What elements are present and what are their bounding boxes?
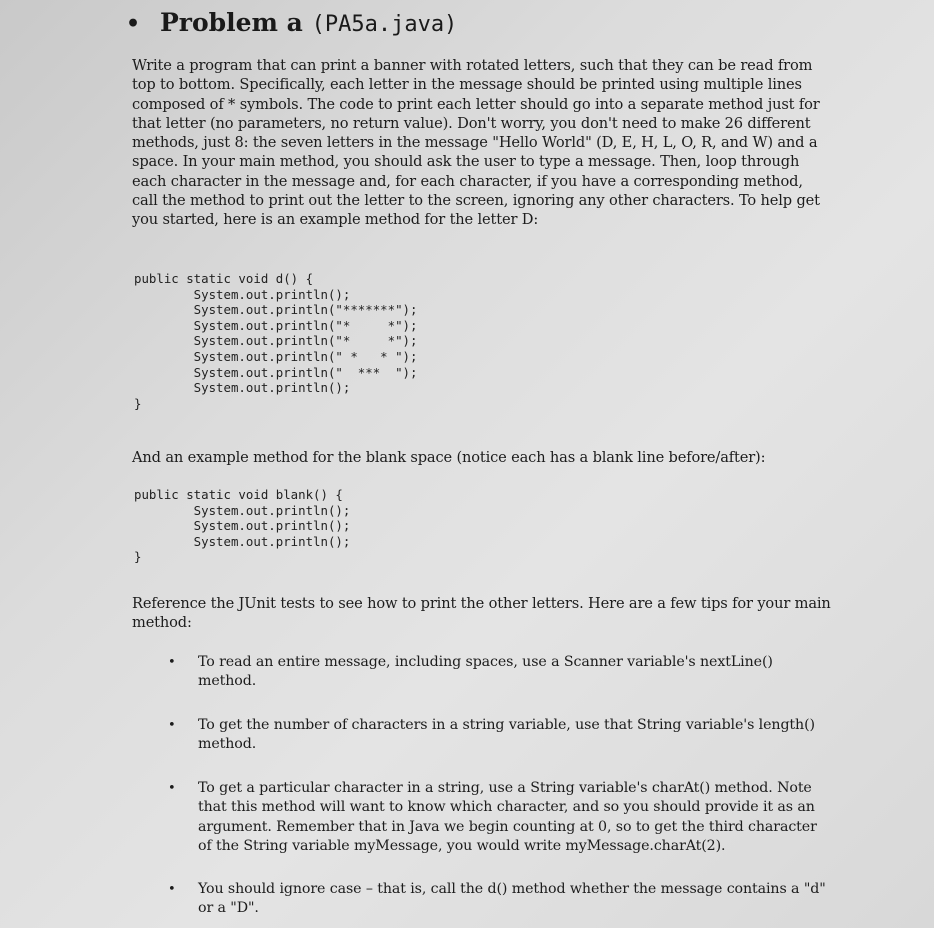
tip-bullet: •: [168, 718, 176, 733]
intro-paragraph: Write a program that can print a banner with rotated letters, such that they can be read from top to bottom. Specifically, each letter in the message should be printed using multiple lines composed of * symbols. The code to print each letter should go into a separate method just for that letter (no parameters, no return value). Don't worry, you don't need to make 26 different methods, just 8: the seven letters in the message "Hello World" (D, E, H, L, O, R, and W) and a space. In your main method, you should ask the user to type a message. Then, loop through each character in the message and, for each character, if you have a corresponding method, call the method to print out the letter to the screen, ignoring any other characters. To help get you started, here is an example method for the letter D:: [132, 57, 820, 229]
reference-paragraph: Reference the JUnit tests to see how to print the other letters. Here are a few tips for your main method:: [132, 595, 831, 632]
tip-text: To read an entire message, including spaces, use a Scanner variable's nextLine() method.: [198, 654, 773, 690]
tip-item-length: [168, 716, 828, 755]
code-block-blank-method: public static void blank() { System.out.println(); System.out.println(); System.out.println(); }: [134, 487, 351, 565]
tip-item-nextline: [168, 653, 828, 692]
tip-item-charat: [168, 779, 828, 857]
heading-filename: (PA5a.java): [311, 12, 458, 37]
problem-heading: [126, 8, 457, 37]
heading-bullet: •: [126, 11, 141, 37]
tip-text: To get the number of characters in a string variable, use that String variable's length() method.: [198, 717, 815, 753]
tip-bullet: •: [168, 882, 176, 897]
tip-bullet: •: [168, 781, 176, 796]
tip-item-ignore-case: [168, 880, 828, 919]
blank-intro-text: And an example method for the blank space (notice each has a blank line before/after):: [132, 449, 766, 466]
code-block-d-method: public static void d() { System.out.println(); System.out.println("*******"); System.out.println("* *"); System.out.println("* *"); System.out.println(" * * "); System.out.println(" *** "); System.out.println(); }: [134, 271, 418, 411]
tip-bullet: •: [168, 655, 176, 670]
tip-text: To get a particular character in a string, use a String variable's charAt() method. Note that this method will want to know which character, and so you should provide it as an argument. Remember that in Java we begin counting at 0, so to get the third character of the String variable myMessage, you would write myMessage.charAt(2).: [198, 780, 817, 855]
tip-text: You should ignore case – that is, call the d() method whether the message contains a "d" or a "D".: [198, 881, 826, 917]
heading-title: Problem a: [160, 8, 303, 37]
